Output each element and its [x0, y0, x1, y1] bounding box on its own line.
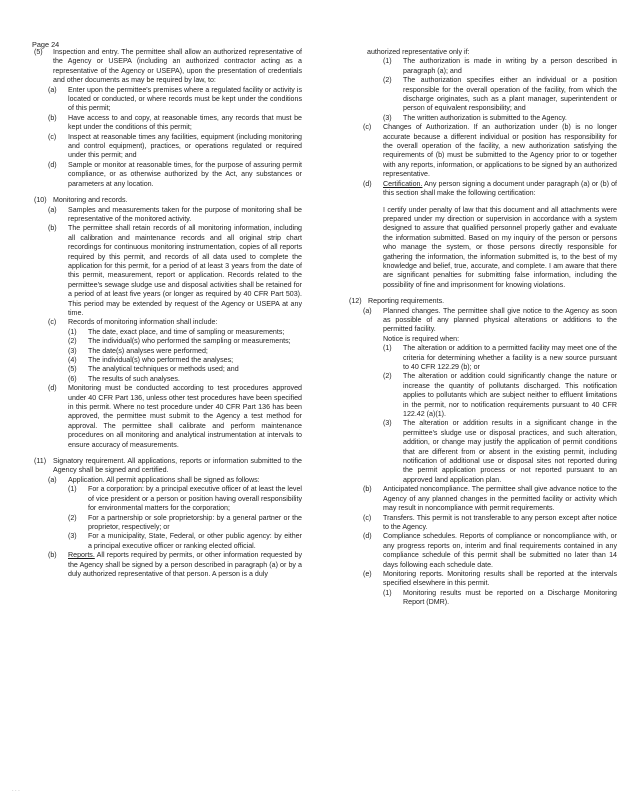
paragraph-label: (10) — [34, 196, 47, 205]
paragraph-text: The individual(s) who performed the sampling or measurements; — [88, 337, 291, 346]
paragraph-text: Samples and measurements taken for the purpose of monitoring shall be representative of the monitored activity. — [68, 205, 302, 223]
paragraph-text: Planned changes. The permittee shall give notice to the Agency as soon as possible of any planned physical alterations or additions to the permitted facility. — [383, 306, 617, 334]
paragraph-label: (11) — [34, 457, 47, 466]
paragraph-text: For a corporation: by a principal executive officer of at least the level of vice president or a person or position having overall responsibility for environmental matters for the corporation; — [88, 485, 302, 513]
left-paragraph — [34, 347, 302, 356]
paragraph-text: Any person signing a document under paragraph (a) or (b) of this section shall make the following certification: — [383, 179, 617, 198]
paragraph-label: (a) — [48, 85, 57, 94]
left-paragraph — [34, 457, 302, 476]
paragraph-text: The authorization is made in writing by a person described in paragraph (a); and — [403, 57, 617, 75]
right-paragraph — [349, 589, 617, 608]
paragraph-text: The date, exact place, and time of sampling or measurements; — [88, 327, 285, 336]
paragraph-text: Changes of Authorization. If an authorization under (b) is no longer accurate because a different individual or position has responsibility for the overall operation of the facility, a new authorization satisfying the requirements of (b) must be submitted to the Agency prior to or together with any reports, information, or applications to be signed by an authorized representative. — [383, 123, 617, 179]
paragraph-label: (2) — [68, 337, 77, 346]
paragraph-label: (1) — [383, 57, 392, 66]
paragraph-text: The analytical techniques or methods used; and — [88, 365, 239, 374]
paragraph-text: The date(s) analyses were performed; — [88, 346, 208, 355]
left-paragraph — [34, 206, 302, 225]
paragraph-label: (b) — [48, 224, 57, 233]
right-paragraph — [349, 344, 617, 372]
paragraph-label: (a) — [48, 205, 57, 214]
paragraph-label: (e) — [363, 569, 372, 578]
paragraph-label: (c) — [48, 318, 57, 327]
paragraph-text: The results of such analyses. — [88, 374, 180, 383]
paragraph-text: Monitoring reports. Monitoring results shall be reported at the intervals specified elsewhere in this permit. — [383, 569, 617, 588]
paragraph-text: The individual(s) who performed the analyses; — [88, 356, 234, 364]
paragraph-label: (d) — [363, 532, 372, 541]
paragraph-label: (c) — [363, 123, 372, 132]
paragraph-label: (3) — [68, 346, 77, 355]
right-paragraph — [349, 307, 617, 335]
right-paragraph — [349, 76, 617, 114]
paragraph-label: (d) — [48, 384, 57, 393]
paragraph-label: (5) — [34, 48, 43, 56]
paragraph-text: Compliance schedules. Reports of compliance or noncompliance with, or any progress reports on, interim and final requirements contained in any compliance schedule of this permit shall be submitted no later than 14 days following each schedule date. — [383, 532, 617, 569]
paragraph-label: (1) — [383, 344, 392, 353]
paragraph-text: Sample or monitor at reasonable times, for the purpose of assuring permit compliance, or as otherwise authorized by the Act, any substances or parameters at any location. — [68, 160, 302, 188]
paragraph-text: Application. All permit applications shall be signed as follows: — [68, 475, 260, 484]
footer-mark: · · · — [12, 788, 20, 794]
left-paragraph — [34, 224, 302, 318]
left-paragraph — [34, 356, 302, 365]
paragraph-text: The written authorization is submitted to the Agency. — [403, 113, 567, 122]
right-paragraph — [349, 114, 617, 123]
left-paragraph — [34, 514, 302, 533]
paragraph-label: (a) — [48, 475, 57, 484]
paragraph-label: (5) — [68, 365, 77, 374]
left-paragraph — [34, 551, 302, 579]
paragraph-text: Records of monitoring information shall include: — [68, 318, 218, 327]
right-paragraph — [349, 532, 617, 570]
paragraph-label: (c) — [48, 132, 57, 141]
left-paragraph — [34, 532, 302, 551]
paragraph-text: Inspection and entry. The permittee shall allow an authorized representative of the Agency or USEPA (including an authorized contractor acting as a representative of the Agency or USEPA), upon the presentation of credentials and other documents as may be required by law, to: — [53, 48, 302, 85]
left-paragraph — [34, 485, 302, 513]
paragraph-label: (3) — [383, 419, 392, 428]
paragraph-label: (3) — [383, 113, 392, 122]
paragraph-text: authorized representative only if: — [367, 48, 470, 56]
right-paragraph — [349, 57, 617, 76]
paragraph-heading: Certification. — [383, 179, 423, 188]
paragraph-label: (4) — [68, 356, 77, 364]
left-paragraph — [34, 161, 302, 189]
paragraph-text: Reporting requirements. — [368, 297, 445, 306]
left-paragraph — [34, 476, 302, 485]
paragraph-text: The alteration or addition to a permitted facility may meet one of the criteria for determining whether a facility is a new source pursuant to 40 CFR 122.29 (b); or — [403, 344, 617, 371]
left-paragraph — [34, 375, 302, 384]
paragraph-label: (1) — [68, 485, 77, 494]
paragraph-label: (b) — [48, 551, 57, 560]
paragraph-text: Monitoring and records. — [53, 196, 128, 205]
paragraph-text: The permittee shall retain records of all monitoring information, including all calibration and maintenance records and all original strip chart recordings for continuous monitoring instrumentation, copies of all reports required by this permit, and records of all data used to complete the application for this permit, for a period of at least 3 years from the date of this permit, measurement, report or application. Records related to the permittee's sewage sludge use and disposal activities shall be retained for a period of at least five years (or longer as required by 40 CFR Part 503). This period may be extended by request of the Agency or USEPA at any time. — [68, 224, 302, 317]
left-paragraph — [34, 114, 302, 133]
right-paragraph — [349, 570, 617, 589]
paragraph-label: (d) — [363, 179, 372, 188]
paragraph-label: (b) — [363, 485, 372, 494]
paragraph-text: Notice is required when: — [383, 334, 460, 343]
left-paragraph — [34, 196, 302, 205]
paragraph-label: (3) — [68, 532, 77, 541]
paragraph-text: Enter upon the permittee's premises where a regulated facility or activity is located or conducted, or where records must be kept under the conditions of this permit; — [68, 85, 302, 113]
paragraph-label: (12) — [349, 297, 362, 306]
left-paragraph — [34, 318, 302, 327]
right-paragraph — [349, 335, 617, 344]
paragraph-label: (6) — [68, 374, 77, 383]
paragraph-text: For a partnership or sole proprietorship: by a general partner or the proprietor, respectively; or — [88, 513, 302, 531]
paragraph-label: (2) — [383, 76, 392, 85]
right-paragraph — [349, 206, 617, 291]
paragraph-text: Signatory requirement. All applications, reports or information submitted to the Agency shall be signed and certified. — [53, 457, 302, 475]
paragraph-text: All reports required by permits, or other information requested by the Agency shall be signed by a person described in paragraph (a) or by a duly authorized representative of that person. A person is a duly — [68, 551, 302, 578]
paragraph-text: For a municipality, State, Federal, or other public agency: by either a principal executive officer or ranking elected official. — [88, 532, 302, 550]
paragraph-label: (a) — [363, 306, 372, 315]
left-paragraph — [34, 365, 302, 374]
paragraph-text: Monitoring results must be reported on a Discharge Monitoring Report (DMR). — [403, 588, 617, 607]
right-paragraph — [349, 180, 617, 199]
left-paragraph — [34, 86, 302, 114]
paragraph-text: Anticipated noncompliance. The permittee shall give advance notice to the Agency of any planned changes in the permitted facility or activity which may result in noncompliance with permit requirements. — [383, 485, 617, 513]
paragraph-heading: Reports. — [68, 551, 95, 560]
right-paragraph — [349, 419, 617, 485]
right-paragraph — [349, 514, 617, 533]
left-column — [34, 48, 302, 579]
right-paragraph — [349, 297, 617, 306]
paragraph-text: Have access to and copy, at reasonable times, any records that must be kept under the conditions of this permit; — [68, 113, 302, 132]
paragraph-label: (b) — [48, 113, 57, 122]
left-paragraph — [34, 384, 302, 450]
right-column — [349, 48, 617, 608]
right-paragraph — [349, 123, 617, 179]
left-paragraph — [34, 328, 302, 337]
page-number: Page 24 — [32, 40, 60, 49]
paragraph-label: (1) — [383, 588, 392, 597]
paragraph-label: (2) — [68, 513, 77, 522]
paragraph-label: (d) — [48, 160, 57, 169]
paragraph-text: Transfers. This permit is not transferable to any person except after notice to the Agency. — [383, 513, 617, 531]
right-paragraph — [349, 372, 617, 419]
paragraph-label: (2) — [383, 372, 392, 381]
left-paragraph — [34, 133, 302, 161]
paragraph-text: The authorization specifies either an individual or a position responsible for the overall operation of the facility, from which the discharge originates, such as a plant manager, superintendent or person of equivalent responsibility; and — [403, 76, 617, 113]
left-paragraph — [34, 337, 302, 346]
paragraph-label: (c) — [363, 513, 372, 522]
paragraph-text: The alteration or addition results in a significant change in the permittee's sludge use or disposal practices, and such alteration, addition, or change may justify the application of permit conditions that are different from or absent in the existing permit, including notification of additional use or disposal sites not reported during the permit application process or not reported pursuant to an approved land application plan. — [403, 419, 617, 484]
paragraph-text: Monitoring must be conducted according to test procedures approved under 40 CFR Part 136, unless other test procedures have been specified in this permit. Where no test procedure under 40 CFR Part 136 has been approved, the permittee must submit to the Agency a test method for approval. The permittee shall calibrate and perform maintenance procedures on all monitoring and analytical instrumentation at intervals to ensure accuracy of measurements. — [68, 384, 302, 449]
paragraph-text: Inspect at reasonable times any facilities, equipment (including monitoring and control equipment), practices, or operations regulated or required under this permit; and — [68, 132, 302, 160]
paragraph-label: (1) — [68, 327, 77, 336]
right-paragraph — [349, 48, 617, 57]
right-paragraph — [349, 485, 617, 513]
paragraph-text: I certify under penalty of law that this document and all attachments were prepared under my direction or supervision in accordance with a system designed to assure that qualified personnel properly gather and evaluate the information submitted. Based on my inquiry of the person or persons who manage the system, or those persons directly responsible for gathering the information, the information submitted is, to the best of my knowledge and belief, true, accurate, and complete. I am aware that there are significant penalties for submitting false information, including the possibility of fine and imprisonment for knowing violations. — [383, 205, 617, 289]
paragraph-text: The alteration or addition could significantly change the nature or increase the quantity of pollutants discharged. This notification applies to pollutants which are subject neither to effluent limitations in the permit, nor to notification requirements pursuant to 40 CFR 122.42 (a)(1). — [403, 372, 617, 419]
left-paragraph — [34, 48, 302, 86]
